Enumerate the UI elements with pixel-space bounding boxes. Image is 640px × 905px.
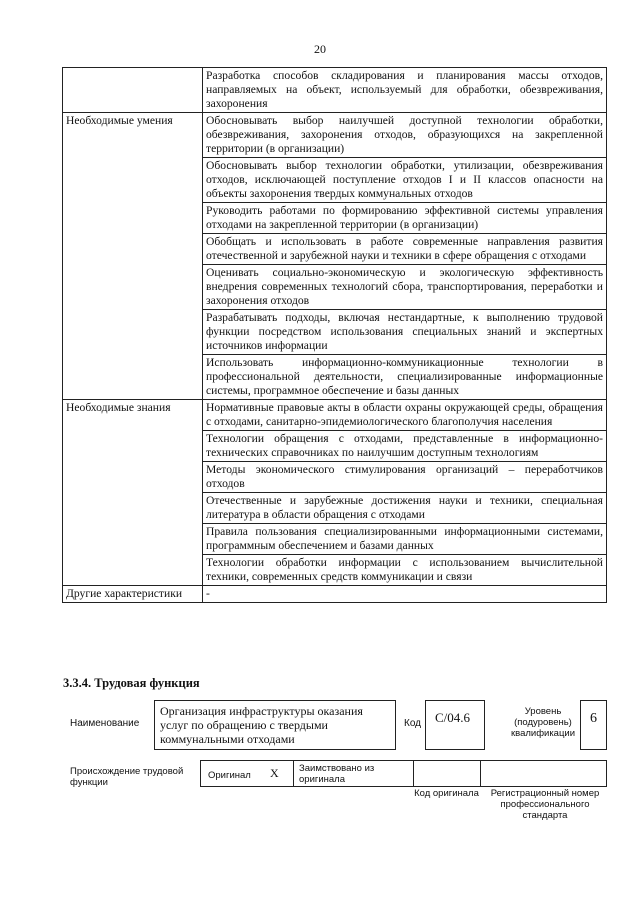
- row-text: -: [203, 586, 607, 603]
- reg-number-caption: Регистрационный номер профессионального стандарта: [490, 788, 600, 821]
- function-name-value: Организация инфраструктуры оказания услуг по обращению с твердыми коммунальными отходами: [154, 700, 396, 750]
- row-text: Методы экономического стимулирования организаций – переработчиков отходов: [203, 462, 607, 493]
- row-text: Обобщать и использовать в работе современные направления развития отечественной и зарубежной науки и техники в сфере обращения с отходами: [203, 234, 607, 265]
- row-text: Обосновывать выбор технологии обработки, утилизации, обезвреживания отходов, исключающей поступление отходов I и II классов опасности на объекты захоронения твердых коммунальных отходов: [203, 158, 607, 203]
- row-text: Правила пользования специализированными информационными системами, программным обеспечением и базами данных: [203, 524, 607, 555]
- original-code-cell: [414, 761, 481, 786]
- row-label: Необходимые знания: [63, 400, 203, 586]
- table-row: [63, 68, 607, 113]
- row-text: Руководить работами по формированию эффективной системы управления отходами на закрепленной территории (в организации): [203, 203, 607, 234]
- row-text: Нормативные правовые акты в области охраны окружающей среды, обращения с отходами, санитарно-эпидемиологического благополучия населения: [203, 400, 607, 431]
- table-row: [63, 113, 607, 158]
- origin-row: [200, 760, 607, 787]
- skills-knowledge-table: [62, 67, 607, 603]
- table-row: [63, 400, 607, 431]
- section-heading: 3.3.4. Трудовая функция: [63, 676, 200, 690]
- row-text: Оценивать социально-экономическую и экологическую эффективность внедрения современных технологий сбора, транспортирования, переработки и захоронения отходов: [203, 265, 607, 310]
- table-row: [63, 586, 607, 603]
- row-label: Необходимые умения: [63, 113, 203, 400]
- function-level-value: 6: [580, 700, 607, 750]
- row-text: Обосновывать выбор наилучшей доступной технологии обработки, обезвреживания, захоронения отходов, образующихся на закрепленной территории (в организации): [203, 113, 607, 158]
- row-label: Другие характеристики: [63, 586, 203, 603]
- borrowed-label: Заимствовано из оригинала: [299, 763, 375, 785]
- borrowed-cell: [294, 761, 414, 786]
- reg-number-cell: [481, 761, 606, 786]
- original-label: Оригинал: [208, 770, 251, 781]
- original-cell: [201, 761, 294, 786]
- row-text: Разработка способов складирования и планирования массы отходов, направляемых на объект, используемый для обработки, обезвреживания, захоронения: [203, 68, 607, 113]
- row-text: Разрабатывать подходы, включая нестандартные, к выполнению трудовой функции посредством использования специальных знаний и экспертных источников информации: [203, 310, 607, 355]
- row-text: Технологии обращения с отходами, представленные в информационно-технических справочниках по наилучшим доступным технологиям: [203, 431, 607, 462]
- function-level-label: Уровень (подуровень) квалификации: [510, 706, 576, 739]
- page-number: 20: [314, 42, 326, 56]
- function-code-label: Код: [404, 718, 422, 729]
- code-caption: Код оригинала: [414, 788, 479, 799]
- row-text: Отечественные и зарубежные достижения науки и техники, специальная литература в области обращения с отходами: [203, 493, 607, 524]
- original-mark: X: [270, 766, 279, 780]
- row-text: Технологии обработки информации с использованием вычислительной техники, современных средств коммуникации и связи: [203, 555, 607, 586]
- origin-label: Происхождение трудовой функции: [70, 766, 184, 788]
- row-label: [63, 68, 203, 113]
- function-code-value: С/04.6: [425, 700, 485, 750]
- row-text: Использовать информационно-коммуникационные технологии в профессиональной деятельности, специализированные информационные системы, программное обеспечение и базы данных: [203, 355, 607, 400]
- function-name-label: Наименование: [70, 718, 140, 729]
